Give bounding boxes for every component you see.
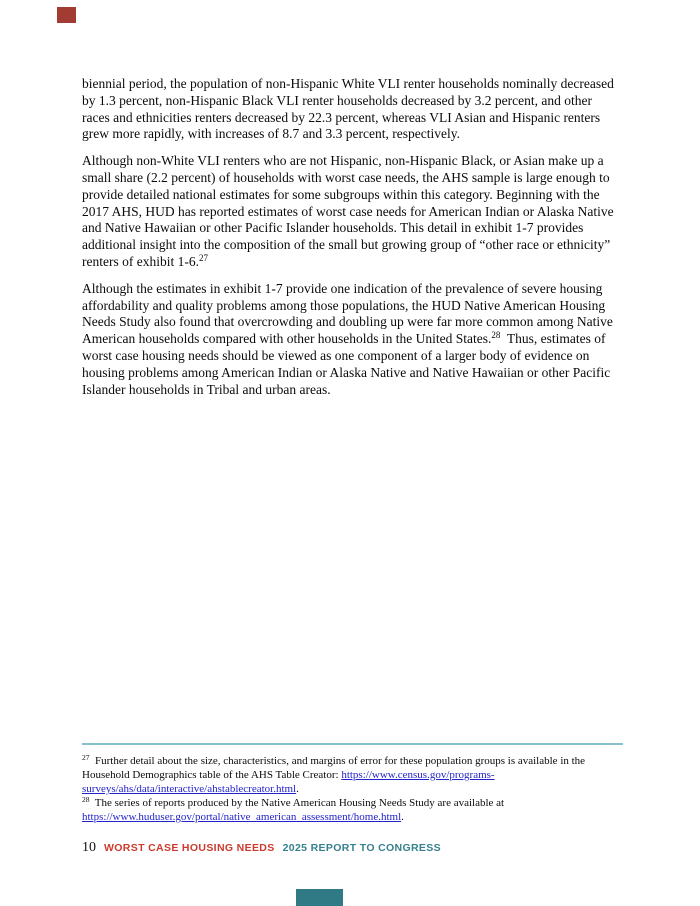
footnote-section bbox=[82, 743, 623, 825]
footnote-27-text: Further detail about the size, characteristics, and margins of error for these population groups is available in the Household Demographics table of the AHS Table Creator: bbox=[82, 755, 586, 781]
footnote-28 bbox=[82, 794, 623, 825]
paragraph-3-text-before: Although the estimates in exhibit 1-7 provide one indication of the prevalence of severe housing affordability and quality problems among those populations, the HUD Native American Housing Needs Study also found that overcrowding and doubling up were far more common among Native American households compared with other households in the United States. bbox=[82, 280, 613, 347]
footnote-28-suffix: . bbox=[401, 810, 404, 823]
footnote-ref-27: 27 bbox=[198, 252, 208, 263]
footer-report-title: WORST CASE HOUSING NEEDS bbox=[104, 842, 275, 854]
footnote-28-link[interactable]: https://www.huduser.gov/portal/native_american_assessment/home.html bbox=[82, 810, 402, 823]
page-corner-mark bbox=[57, 7, 76, 23]
footnote-separator bbox=[82, 743, 623, 745]
paragraph-1: biennial period, the population of non-Hispanic White VLI renter households nominally decreased by 1.3 percent, non-Hispanic Black VLI renter households decreased by 3.2 percent, and other races and ethnicities renters decreased by 22.3 percent, whereas VLI Asian and Hispanic renters grew more rapidly, with increases of 8.7 and 3.3 percent, respectively. bbox=[82, 76, 614, 142]
paragraph-2 bbox=[82, 153, 623, 271]
footer-report-subtitle: 2025 REPORT TO CONGRESS bbox=[282, 842, 441, 854]
page-body bbox=[82, 76, 623, 408]
footnote-ref-28: 28 bbox=[491, 330, 501, 341]
footnote-27-link[interactable]: https://www.census.gov/programs-surveys/ahs/data/interactive/ahstablecreator.html bbox=[82, 768, 495, 795]
page-number: 10 bbox=[82, 840, 96, 855]
paragraph-2-text: Although non-White VLI renters who are not Hispanic, non-Hispanic Black, or Asian make up a small share (2.2 percent) of households with worst case needs, the AHS sample is large enough to provide detailed national estimates for some subgroups within this category. Beginning with the 2017 AHS, HUD has reported estimates of worst case needs for American Indian or Alaska Native and Native Hawaiian or other Pacific Islander households. This detail in exhibit 1-7 provides additional insight into the composition of the small but growing group of “other race or ethnicity” renters of exhibit 1-6. bbox=[82, 153, 614, 269]
footnote-28-text: The series of reports produced by the Native American Housing Needs Study are available at bbox=[89, 796, 505, 809]
page-bottom-tab bbox=[296, 889, 343, 906]
page-footer bbox=[82, 840, 441, 856]
footnote-28-marker: 28 bbox=[82, 794, 90, 804]
paragraph-3-text-after: Thus, estimates of worst case housing needs should be viewed as one component of a larger body of evidence on housing problems among American Indian or Alaska Native and Native Hawaiian or other Pacific Islander households in Tribal and urban areas. bbox=[82, 331, 611, 397]
footnote-27-marker: 27 bbox=[82, 753, 90, 762]
footnote-27 bbox=[82, 755, 623, 797]
footnote-27-suffix: . bbox=[296, 782, 299, 795]
paragraph-3 bbox=[82, 281, 623, 399]
